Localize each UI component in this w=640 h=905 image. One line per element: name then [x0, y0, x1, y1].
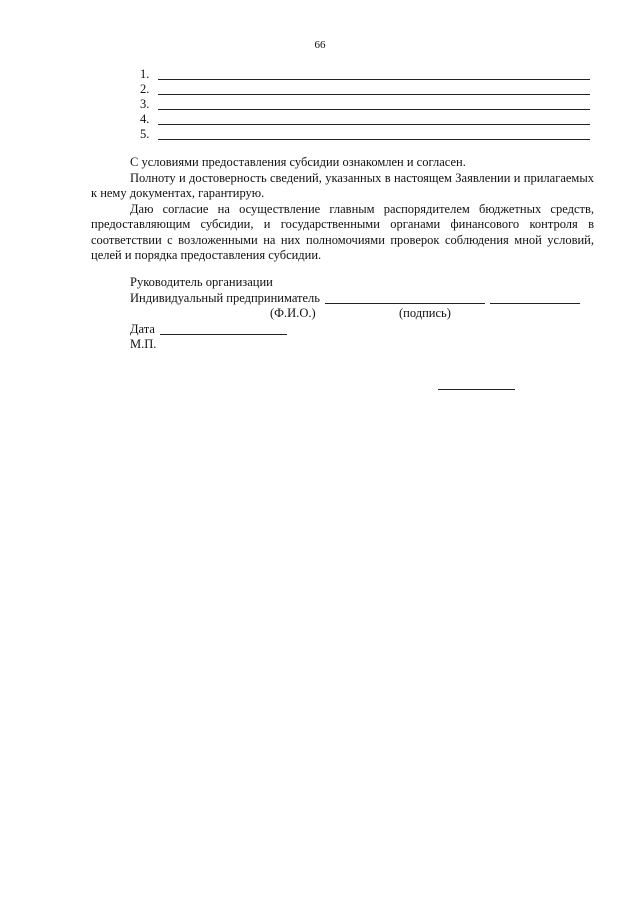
- acknowledgement-paragraph: С условиями предоставления субсидии ознакомлен и согласен.: [130, 155, 466, 169]
- list-item-blank-line: [158, 67, 590, 80]
- list-item: [140, 67, 590, 82]
- consent-paragraph: Даю согласие на осуществление главным распорядителем бюджетных средств, предоставляющим субсидии, и государственными органами финансового контроля в соответствии с возложенными на них полномочиями проверок соблюдения мной условий, целей и порядка предоставления субсидии.: [91, 201, 594, 262]
- list-item: [140, 82, 590, 97]
- fio-caption: (Ф.И.О.): [270, 306, 316, 320]
- signature-caption: (подпись): [399, 306, 451, 320]
- list-item-number: 4.: [140, 112, 150, 126]
- list-item-blank-line: [158, 97, 590, 110]
- list-item-blank-line: [158, 112, 590, 125]
- page-number: 66: [314, 39, 326, 51]
- list-item-number: 3.: [140, 97, 150, 111]
- list-item-blank-line: [158, 82, 590, 95]
- entrepreneur-row: [130, 291, 600, 307]
- list-item-blank-line: [158, 127, 590, 140]
- completeness-paragraph: Полноту и достоверность сведений, указанных в настоящем Заявлении и прилагаемых к нему документах, гарантирую.: [91, 170, 594, 200]
- date-row: [130, 322, 600, 338]
- date-blank-line: [160, 322, 287, 335]
- signature-blank-line: [490, 291, 580, 304]
- list-item: [140, 127, 590, 142]
- entrepreneur-label: Индивидуальный предприниматель: [130, 290, 320, 305]
- head-of-organization-label: Руководитель организации: [130, 275, 273, 289]
- body-text: [91, 155, 594, 264]
- end-divider-line: [438, 389, 515, 390]
- date-label: Дата: [130, 321, 155, 336]
- signature-block: [130, 275, 600, 353]
- list-item-number: 5.: [140, 127, 150, 141]
- numbered-list: [140, 67, 590, 142]
- caption-row: [130, 306, 600, 322]
- list-item-number: 2.: [140, 82, 150, 96]
- fio-blank-line: [325, 291, 485, 304]
- list-item-number: 1.: [140, 67, 150, 81]
- stamp-label: М.П.: [130, 337, 157, 351]
- list-item: [140, 112, 590, 127]
- list-item: [140, 97, 590, 112]
